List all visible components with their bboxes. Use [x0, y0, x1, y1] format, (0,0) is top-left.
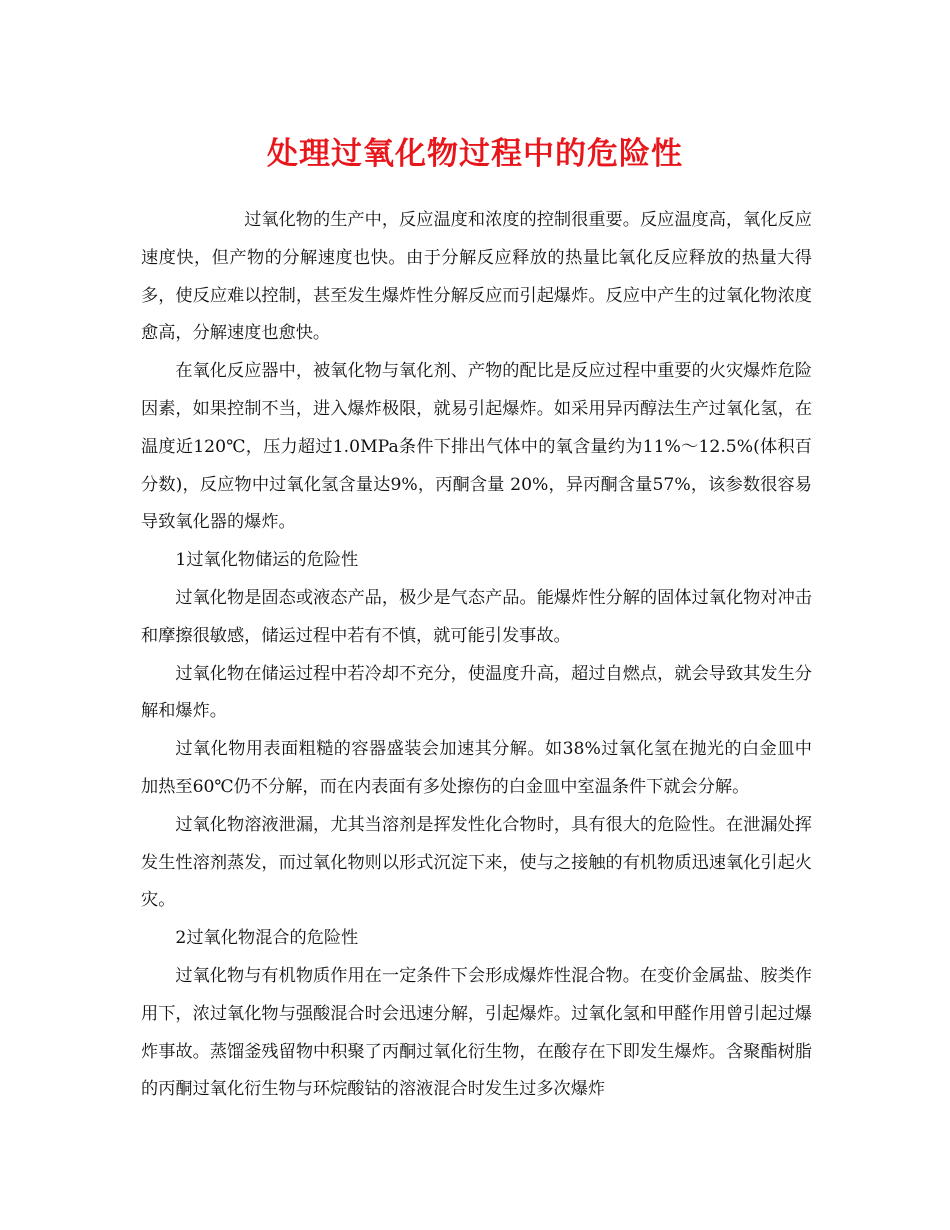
- paragraph: 过氧化物的生产中，反应温度和浓度的控制很重要。反应温度高，氧化反应速度快，但产物的分解速度也快。由于分解反应释放的热量比氧化反应释放的热量大得多，使反应难以控制，甚至发生爆炸性分解反应而引起爆炸。反应中产生的过氧化物浓度愈高，分解速度也愈快。: [141, 210, 812, 344]
- paragraph: 过氧化物与有机物质作用在一定条件下会形成爆炸性混合物。在变价金属盐、胺类作用下，浓过氧化物与强酸混合时会迅速分解，引起爆炸。过氧化氢和甲醛作用曾引起过爆炸事故。蒸馏釜残留物中积聚了丙酮过氧化衍生物，在酸存在下即发生爆炸。含聚酯树脂的丙酮过氧化衍生物与环烷酸钴的溶液混合时发生过多次爆炸: [141, 965, 812, 1100]
- paragraph: 过氧化物用表面粗糙的容器盛装会加速其分解。如38%过氧化氢在抛光的白金皿中加热至60℃仍不分解，而在内表面有多处擦伤的白金皿中室温条件下就会分解。: [141, 739, 812, 797]
- paragraph: 过氧化物在储运过程中若冷却不充分，使温度升高，超过自燃点，就会导致其发生分解和爆炸。: [141, 663, 812, 722]
- document-body: [141, 202, 812, 1109]
- section-heading: 2过氧化物混合的危险性: [175, 928, 359, 949]
- paragraph: 过氧化物溶液泄漏，尤其当溶剂是挥发性化合物时，具有很大的危险性。在泄漏处挥发生性溶剂蒸发，而过氧化物则以形式沉淀下来，使与之接触的有机物质迅速氧化引起火灾。: [141, 814, 812, 911]
- document-title: 处理过氧化物过程中的危险性: [267, 136, 683, 172]
- section-heading: 1过氧化物储运的危险性: [175, 550, 359, 571]
- paragraph: 在氧化反应器中，被氧化物与氧化剂、产物的配比是反应过程中重要的火灾爆炸危险因素，如果控制不当，进入爆炸极限，就易引起爆炸。如采用异丙醇法生产过氧化氢，在温度近120℃，压力超过1.0MPa条件下排出气体中的氧含量约为11%～12.5%(体积百分数)，反应物中过氧化氢含量达9%，丙酮含量 20%，异丙酮含量57%，该参数很容易导致氧化器的爆炸。: [141, 361, 812, 533]
- paragraph: 过氧化物是固态或液态产品，极少是气态产品。能爆炸性分解的固体过氧化物对冲击和摩擦很敏感，储运过程中若有不慎，就可能引发事故。: [141, 587, 812, 646]
